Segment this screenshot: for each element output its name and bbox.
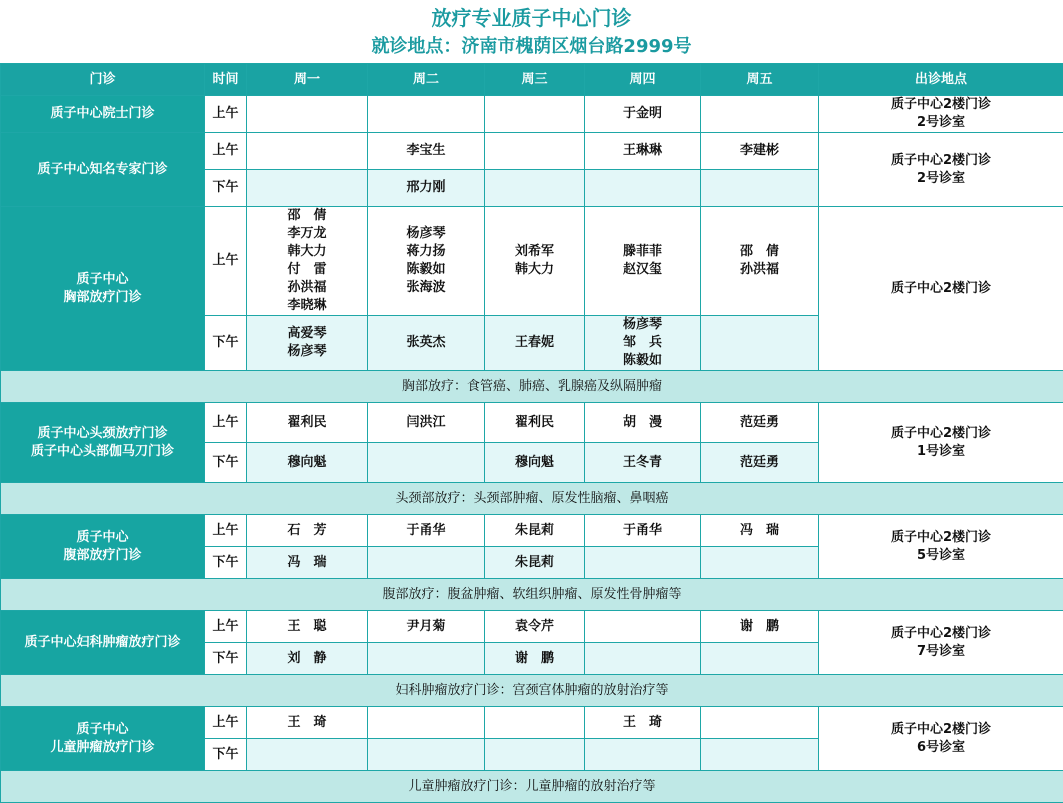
page-title: 放疗专业质子中心门诊: [0, 4, 1063, 32]
schedule-cell: [485, 133, 585, 170]
table-row: [1, 133, 1063, 170]
schedule-cell: 刘希军 韩大力: [485, 207, 585, 316]
schedule-cell: 王春妮: [485, 316, 585, 371]
header-time: 时间: [205, 64, 247, 96]
time-slot: 下午: [205, 547, 247, 579]
time-slot: 上午: [205, 611, 247, 643]
note-text: 胸部放疗：食管癌、肺癌、乳腺癌及纵隔肿瘤: [1, 371, 1063, 403]
schedule-cell: 石 芳: [247, 515, 368, 547]
schedule-cell: [701, 547, 819, 579]
schedule-cell: 王 琦: [585, 707, 701, 739]
clinic-name: 质子中心知名专家门诊: [1, 133, 205, 207]
schedule-cell: 谢 鹏: [701, 611, 819, 643]
schedule-cell: 朱昆莉: [485, 547, 585, 579]
schedule-cell: [368, 96, 485, 133]
schedule-cell: 于甬华: [585, 515, 701, 547]
schedule-table: [0, 63, 1063, 803]
schedule-cell: [247, 739, 368, 771]
schedule-cell: 冯 瑞: [247, 547, 368, 579]
schedule-cell: 谢 鹏: [485, 643, 585, 675]
schedule-cell: [368, 443, 485, 483]
schedule-cell: 朱昆莉: [485, 515, 585, 547]
note-text: 儿童肿瘤放疗门诊：儿童肿瘤的放射治疗等: [1, 771, 1063, 803]
header-location: 出诊地点: [819, 64, 1063, 96]
time-slot: 下午: [205, 739, 247, 771]
note-row: [1, 579, 1063, 611]
note-text: 妇科肿瘤放疗门诊：宫颈宫体肿瘤的放射治疗等: [1, 675, 1063, 707]
header-monday: 周一: [247, 64, 368, 96]
schedule-cell: 邵 倩 李万龙 韩大力 付 雷 孙洪福 李晓琳: [247, 207, 368, 316]
note-text: 腹部放疗：腹盆肿瘤、软组织肿瘤、原发性骨肿瘤等: [1, 579, 1063, 611]
schedule-cell: [701, 316, 819, 371]
header-tuesday: 周二: [368, 64, 485, 96]
schedule-cell: 李建彬: [701, 133, 819, 170]
schedule-cell: 邵 倩 孙洪福: [701, 207, 819, 316]
schedule-cell: 刘 静: [247, 643, 368, 675]
schedule-cell: 王冬青: [585, 443, 701, 483]
time-slot: 上午: [205, 96, 247, 133]
schedule-cell: 滕菲菲 赵汉玺: [585, 207, 701, 316]
time-slot: 上午: [205, 133, 247, 170]
schedule-cell: [585, 643, 701, 675]
schedule-cell: [485, 707, 585, 739]
schedule-cell: [585, 170, 701, 207]
location-cell: 质子中心2楼门诊: [819, 207, 1063, 371]
schedule-cell: 张英杰: [368, 316, 485, 371]
time-slot: 上午: [205, 207, 247, 316]
header-row: [1, 64, 1063, 96]
schedule-cell: 翟利民: [485, 403, 585, 443]
schedule-cell: [585, 739, 701, 771]
time-slot: 下午: [205, 170, 247, 207]
time-slot: 下午: [205, 643, 247, 675]
header-clinic: 门诊: [1, 64, 205, 96]
time-slot: 下午: [205, 443, 247, 483]
schedule-cell: [701, 707, 819, 739]
time-slot: 上午: [205, 515, 247, 547]
schedule-cell: 于金明: [585, 96, 701, 133]
schedule-cell: 翟利民: [247, 403, 368, 443]
schedule-cell: 胡 漫: [585, 403, 701, 443]
schedule-cell: [368, 707, 485, 739]
schedule-cell: [701, 170, 819, 207]
schedule-cell: 王 聪: [247, 611, 368, 643]
schedule-cell: [247, 170, 368, 207]
schedule-cell: 杨彦琴 蒋力扬 陈毅如 张海波: [368, 207, 485, 316]
note-text: 头颈部放疗：头颈部肿瘤、原发性脑瘤、鼻咽癌: [1, 483, 1063, 515]
clinic-name: 质子中心头颈放疗门诊 质子中心头部伽马刀门诊: [1, 403, 205, 483]
location-cell: 质子中心2楼门诊 1号诊室: [819, 403, 1063, 483]
schedule-cell: [368, 547, 485, 579]
schedule-cell: 穆向魁: [247, 443, 368, 483]
clinic-name: 质子中心 儿童肿瘤放疗门诊: [1, 707, 205, 771]
clinic-name: 质子中心妇科肿瘤放疗门诊: [1, 611, 205, 675]
table-row: [1, 707, 1063, 739]
schedule-cell: 袁令芹: [485, 611, 585, 643]
clinic-name: 质子中心 腹部放疗门诊: [1, 515, 205, 579]
schedule-cell: [485, 96, 585, 133]
schedule-cell: 范廷勇: [701, 443, 819, 483]
schedule-cell: [701, 96, 819, 133]
schedule-cell: [368, 739, 485, 771]
time-slot: 上午: [205, 707, 247, 739]
location-cell: 质子中心2楼门诊 2号诊室: [819, 133, 1063, 207]
location-cell: 质子中心2楼门诊 6号诊室: [819, 707, 1063, 771]
schedule-cell: 闫洪江: [368, 403, 485, 443]
page-subtitle: 就诊地点：济南市槐荫区烟台路2999号: [0, 34, 1063, 60]
table-row: [1, 403, 1063, 443]
schedule-cell: 穆向魁: [485, 443, 585, 483]
schedule-cell: 李宝生: [368, 133, 485, 170]
table-row: [1, 207, 1063, 316]
schedule-cell: [701, 643, 819, 675]
table-row: [1, 96, 1063, 133]
schedule-cell: 尹月菊: [368, 611, 485, 643]
note-row: [1, 675, 1063, 707]
schedule-cell: [585, 547, 701, 579]
location-cell: 质子中心2楼门诊 5号诊室: [819, 515, 1063, 579]
note-row: [1, 371, 1063, 403]
schedule-cell: [485, 170, 585, 207]
schedule-cell: [247, 133, 368, 170]
time-slot: 下午: [205, 316, 247, 371]
schedule-cell: [485, 739, 585, 771]
note-row: [1, 483, 1063, 515]
schedule-cell: 王 琦: [247, 707, 368, 739]
header-wednesday: 周三: [485, 64, 585, 96]
schedule-cell: [701, 739, 819, 771]
schedule-cell: [368, 643, 485, 675]
schedule-cell: 冯 瑞: [701, 515, 819, 547]
schedule-cell: [585, 611, 701, 643]
header-friday: 周五: [701, 64, 819, 96]
clinic-name: 质子中心院士门诊: [1, 96, 205, 133]
time-slot: 上午: [205, 403, 247, 443]
schedule-cell: 范廷勇: [701, 403, 819, 443]
note-row: [1, 771, 1063, 803]
schedule-cell: 邢力刚: [368, 170, 485, 207]
table-row: [1, 515, 1063, 547]
location-cell: 质子中心2楼门诊 2号诊室: [819, 96, 1063, 133]
schedule-cell: 王琳琳: [585, 133, 701, 170]
location-cell: 质子中心2楼门诊 7号诊室: [819, 611, 1063, 675]
schedule-cell: 于甬华: [368, 515, 485, 547]
schedule-cell: 高爱琴 杨彦琴: [247, 316, 368, 371]
schedule-cell: [247, 96, 368, 133]
table-row: [1, 611, 1063, 643]
header-thursday: 周四: [585, 64, 701, 96]
schedule-cell: 杨彦琴 邹 兵 陈毅如: [585, 316, 701, 371]
clinic-name: 质子中心 胸部放疗门诊: [1, 207, 205, 371]
